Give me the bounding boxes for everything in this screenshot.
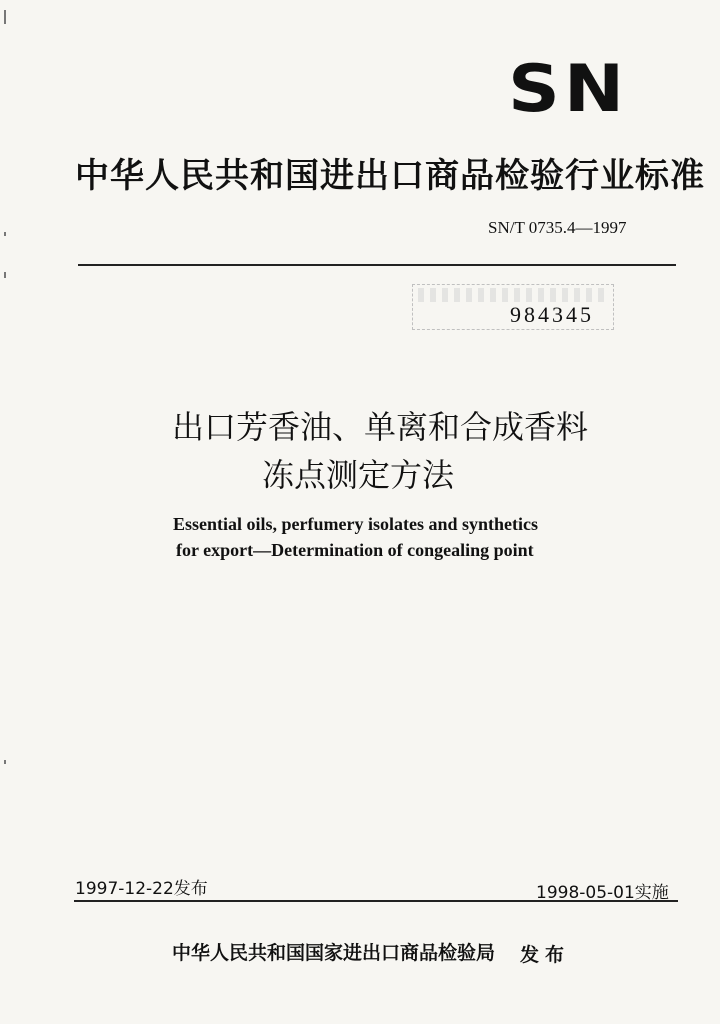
cn-title-line1: 出口芳香油、单离和合成香料 [172, 408, 589, 446]
scan-edge-mark [4, 760, 6, 764]
en-title-line2: for export—Determination of congealing point [176, 540, 534, 560]
scan-edge-mark [4, 10, 6, 24]
stamp-number: 984345 [510, 302, 594, 327]
implementation-date: 1998-05-01实施 [536, 883, 669, 903]
cn-title-line2: 冻点测定方法 [262, 456, 455, 494]
issue-date: 1997-12-22发布 [75, 879, 208, 899]
standard-code: SN/T 0735.4—1997 [488, 218, 627, 237]
scan-edge-mark [4, 272, 6, 278]
org-title: 中华人民共和国进出口商品检验行业标准 [75, 156, 705, 196]
top-divider [78, 264, 676, 266]
stamp-faint-text [418, 288, 604, 302]
sn-logo: SN [508, 50, 629, 127]
publisher: 中华人民共和国国家进出口商品检验局 [172, 942, 496, 964]
publish-word: 发布 [520, 944, 571, 966]
bottom-divider [74, 900, 678, 902]
scan-edge-mark [4, 232, 6, 236]
en-title-line1: Essential oils, perfumery isolates and synthetics [173, 514, 539, 534]
